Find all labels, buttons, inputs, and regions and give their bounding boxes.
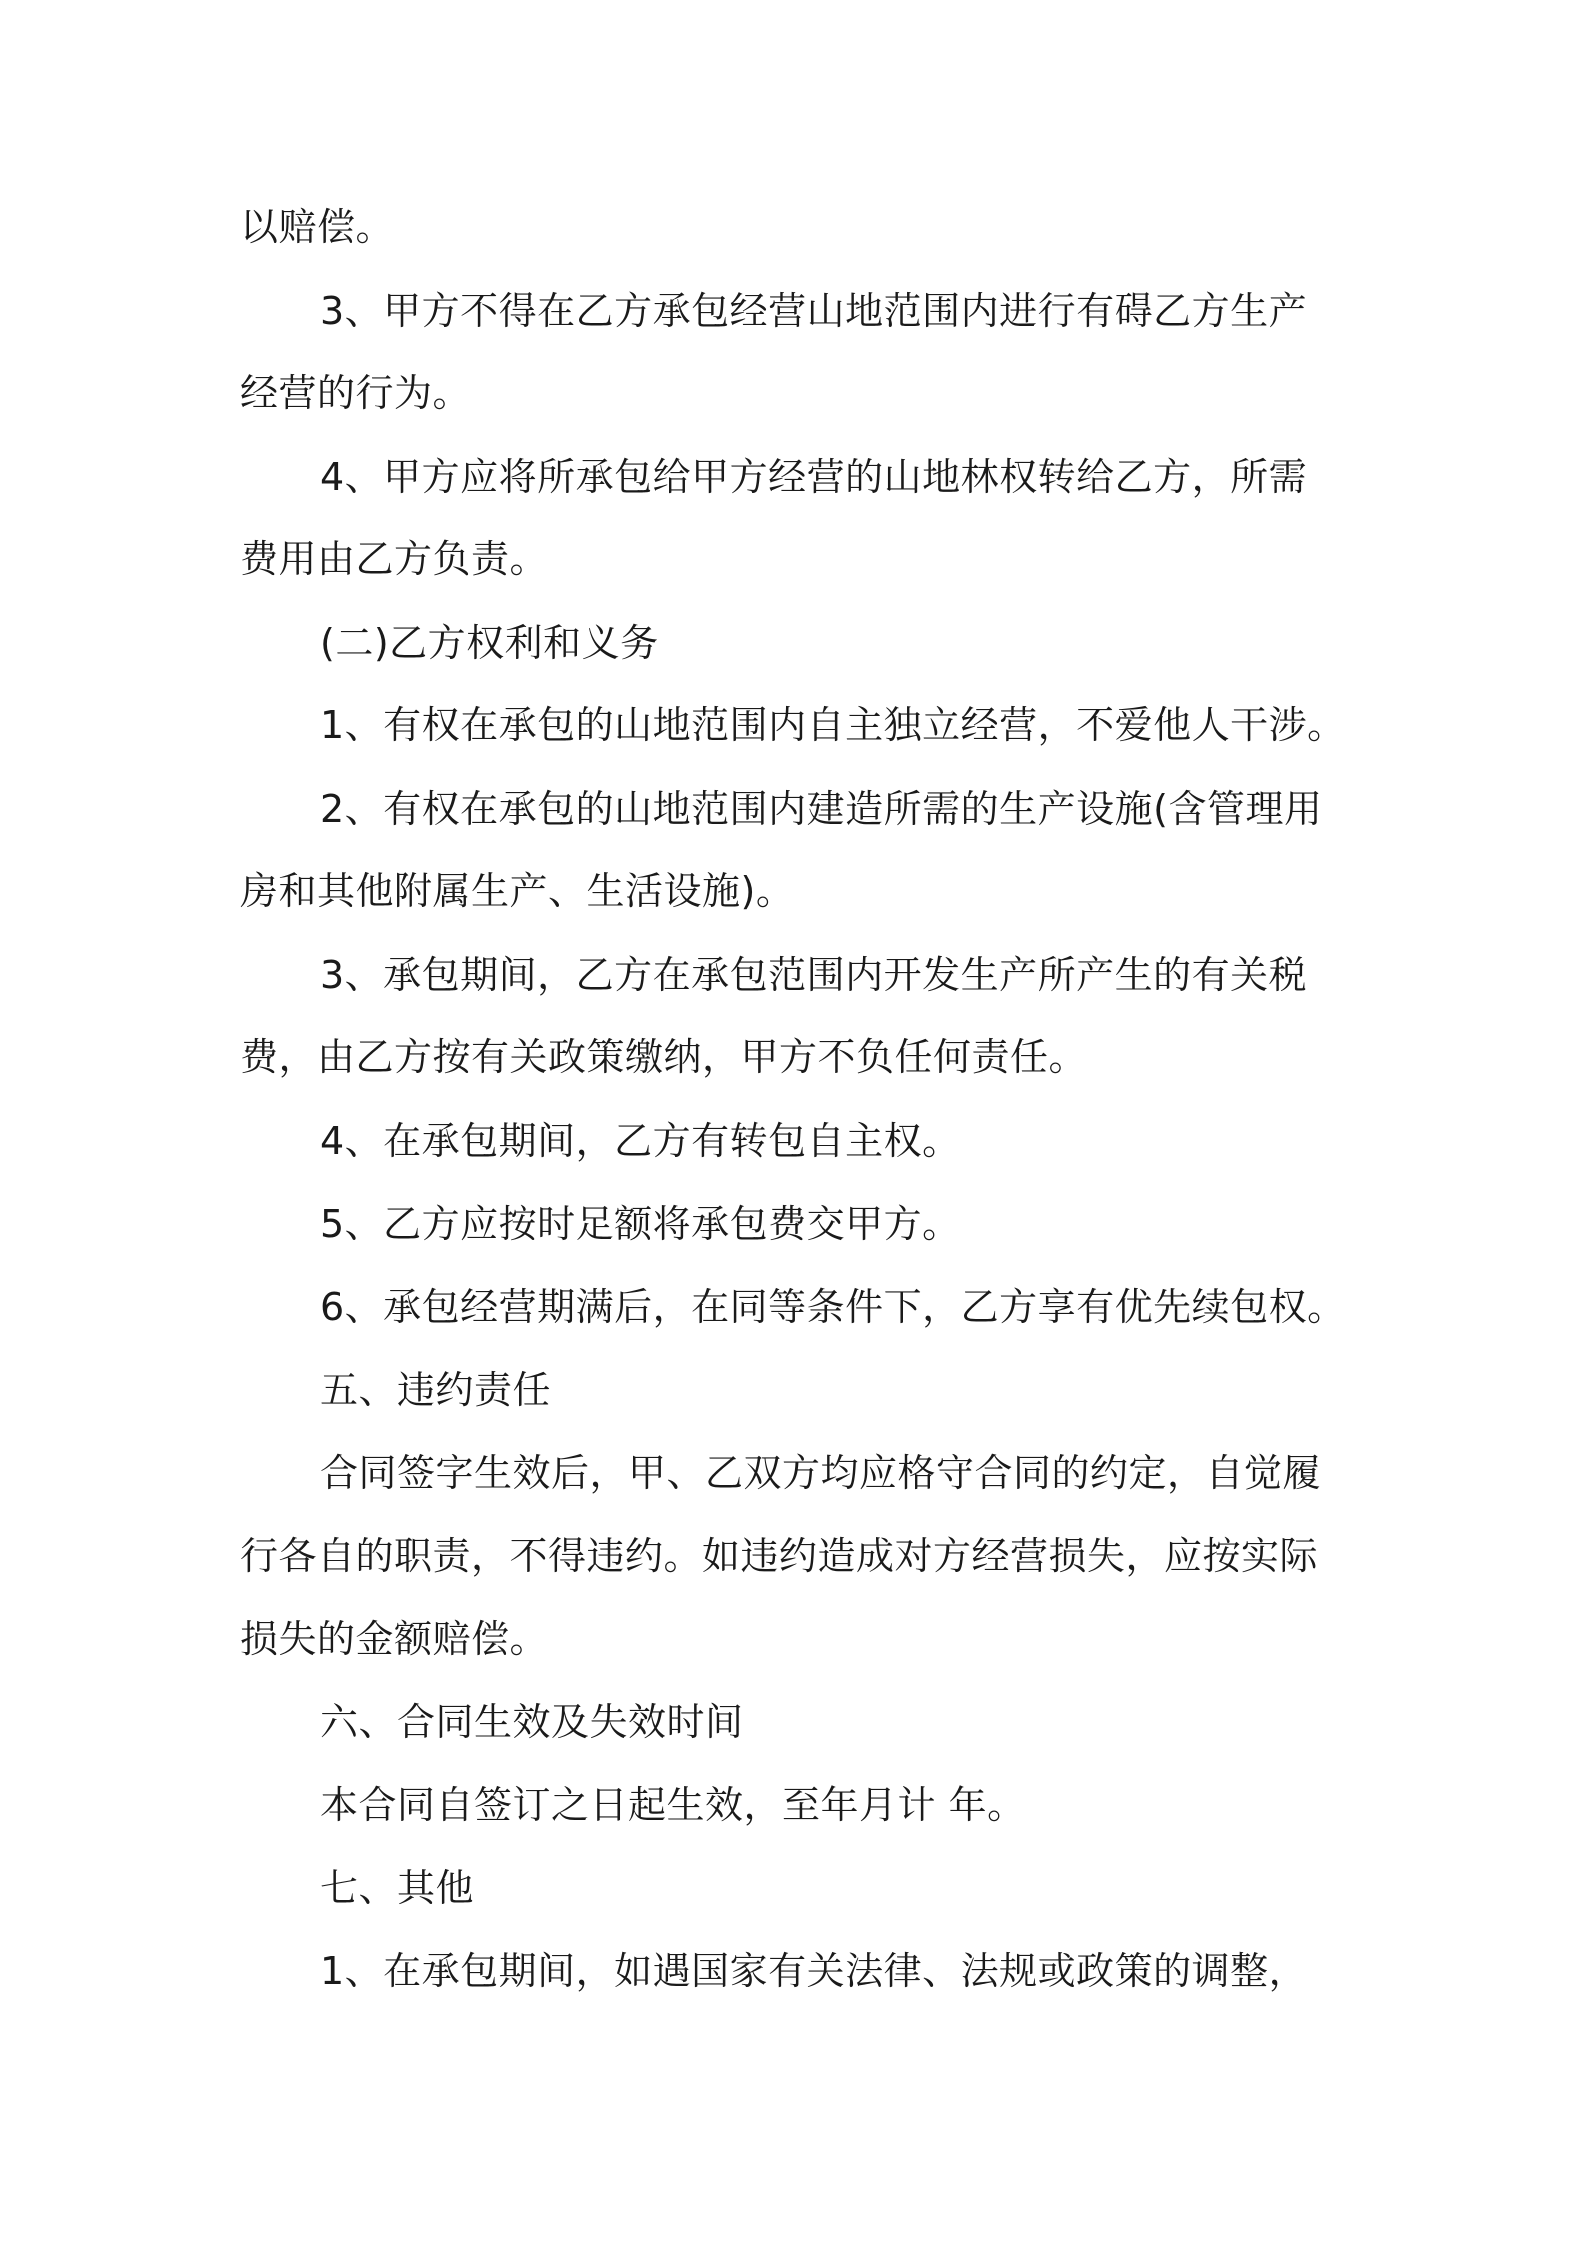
- section-heading: 五、违约责任: [320, 1368, 552, 1412]
- section-heading: 七、其他: [320, 1866, 475, 1910]
- text-line: 2、有权在承包的山地范围内建造所需的生产设施(含管理用: [320, 787, 1323, 831]
- text-line: 经营的行为。: [240, 371, 472, 415]
- text-line: 费，由乙方按有关政策缴纳，甲方不负任何责任。: [240, 1035, 1088, 1079]
- section-heading: (二)乙方权利和义务: [320, 621, 659, 665]
- text-line: 1、有权在承包的山地范围内自主独立经营，不爱他人干涉。: [320, 703, 1346, 747]
- text-line: 6、承包经营期满后，在同等条件下，乙方享有优先续包权。: [320, 1285, 1346, 1329]
- text-line: 合同签字生效后，甲、乙双方均应格守合同的约定，自觉履: [320, 1451, 1322, 1495]
- text-line: 行各自的职责，不得违约。如违约造成对方经营损失，应按实际: [240, 1534, 1319, 1578]
- text-line: 1、在承包期间，如遇国家有关法律、法规或政策的调整，: [320, 1949, 1308, 1993]
- text-line: 费用由乙方负责。: [240, 537, 549, 581]
- text-line: 5、乙方应按时足额将承包费交甲方。: [320, 1202, 961, 1246]
- text-line: 损失的金额赔偿。: [240, 1617, 549, 1661]
- text-line: 4、甲方应将所承包给甲方经营的山地林权转给乙方，所需: [320, 455, 1308, 499]
- text-line: 3、甲方不得在乙方承包经营山地范围内进行有碍乙方生产: [320, 289, 1308, 333]
- section-heading: 六、合同生效及失效时间: [320, 1700, 744, 1744]
- text-line: 房和其他附属生产、生活设施)。: [240, 869, 795, 913]
- text-line: 4、在承包期间，乙方有转包自主权。: [320, 1119, 961, 1163]
- text-line: 以赔偿。: [240, 205, 395, 249]
- text-line: 本合同自签订之日起生效，至年月计 年。: [320, 1783, 1026, 1827]
- text-line: 3、承包期间，乙方在承包范围内开发生产所产生的有关税: [320, 953, 1308, 997]
